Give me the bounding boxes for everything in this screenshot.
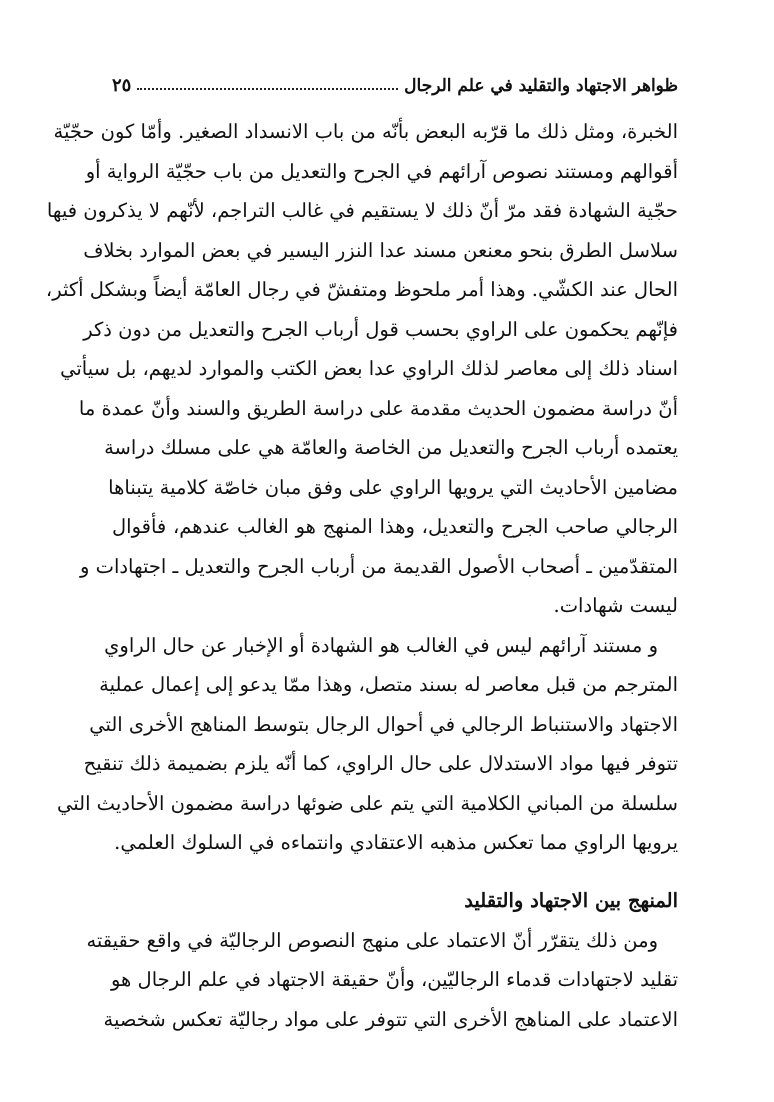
text-line: حجّية الشهادة فقد مرّ أنّ ذلك لا يستقيم في غالب التراجم، لأنّهم لا يذكرون فيها	[46, 199, 678, 222]
paragraph-1	[45, 112, 678, 626]
text-line: سلاسل الطرق بنحو معنعن مسند عدا النزر اليسير في بعض الموارد بخلاف	[83, 238, 678, 262]
text-line: ليست شهادات.	[553, 594, 678, 617]
text-line: الخبرة، ومثل ذلك ما قرّبه البعض بأنّه من باب الانسداد الصغير. وأمّا كون حجّيّة	[53, 120, 678, 143]
text-line: المتقدّمين ـ أصحاب الأصول القديمة من أرباب الجرح والتعديل ـ اجتهادات و	[79, 554, 678, 578]
text-line: تقليد لاجتهادات قدماء الرجاليّين، وأنّ حقيقة الاجتهاد في علم الرجال هو	[110, 968, 678, 991]
text-line: الاعتماد على المناهج الأخرى التي تتوفر على مواد رجاليّة تعكس شخصية	[103, 1007, 678, 1031]
text-line: المترجم من قبل معاصر له بسند متصل، وهذا ممّا يدعو إلى إعمال عملية	[99, 673, 678, 696]
text-line: فإنّهم يحكمون على الراوي بحسب قول أرباب الجرح والتعديل من دون ذكر	[83, 317, 678, 341]
text-line: يعتمده أرباب الجرح والتعديل من الخاصة والعامّة هي على مسلك دراسة	[104, 436, 678, 459]
text-line: أقوالهم ومستند نصوص آرائهم في الجرح والتعديل من باب حجّيّة الرواية أو	[85, 159, 678, 183]
page-number: ٢٥	[112, 75, 132, 96]
text-line: الاجتهاد والاستنباط الرجالي في أحوال الرجال بتوسط المناهج الأخرى التي	[89, 712, 678, 736]
body-text	[45, 112, 678, 1039]
running-header-title: ظواهر الاجتهاد والتقليد في علم الرجال	[404, 76, 678, 96]
text-line: ومن ذلك يتقرّر أنّ الاعتماد على منهج النصوص الرجاليّة في واقع حقيقته	[86, 928, 658, 952]
text-line: الرجالي صاحب الجرح والتعديل، وهذا المنهج هو الغالب عندهم، فأقوال	[112, 515, 678, 538]
text-line: مضامين الأحاديث التي يرويها الراوي على وفق مبان خاصّة كلامية يتبناها	[108, 475, 678, 499]
paragraph-2	[56, 626, 678, 863]
running-header	[112, 66, 678, 96]
text-line: يرويها الراوي مما تعكس مذهبه الاعتقادي وانتماءه في السلوك العلمي.	[114, 831, 678, 854]
text-line: تتوفر فيها مواد الاستدلال على حال الراوي، كما أنّه يلزم بضميمة ذلك تنقيح	[83, 752, 678, 775]
paragraph-3	[86, 921, 678, 1040]
section-heading: المنهج بين الاجتهاد والتقليد	[464, 888, 678, 912]
leader-dots	[137, 88, 398, 90]
text-line: أنّ دراسة مضمون الحديث مقدمة على دراسة الطريق والسند وأنّ عمدة ما	[78, 396, 678, 420]
text-line: و مستند آرائهم ليس في الغالب هو الشهادة أو الإخبار عن حال الراوي	[104, 633, 658, 657]
text-line: الحال عند الكشّي. وهذا أمر ملحوظ ومتفشّ في رجال العامّة أيضاً وبشكل أكثر،	[45, 278, 678, 301]
text-line: اسناد ذلك إلى معاصر لذلك الراوي عدا بعض الكتب والموارد لديهم، بل سيأتي	[60, 357, 678, 380]
text-line: سلسلة من المباني الكلامية التي يتم على ضوئها دراسة مضمون الأحاديث التي	[56, 791, 678, 815]
